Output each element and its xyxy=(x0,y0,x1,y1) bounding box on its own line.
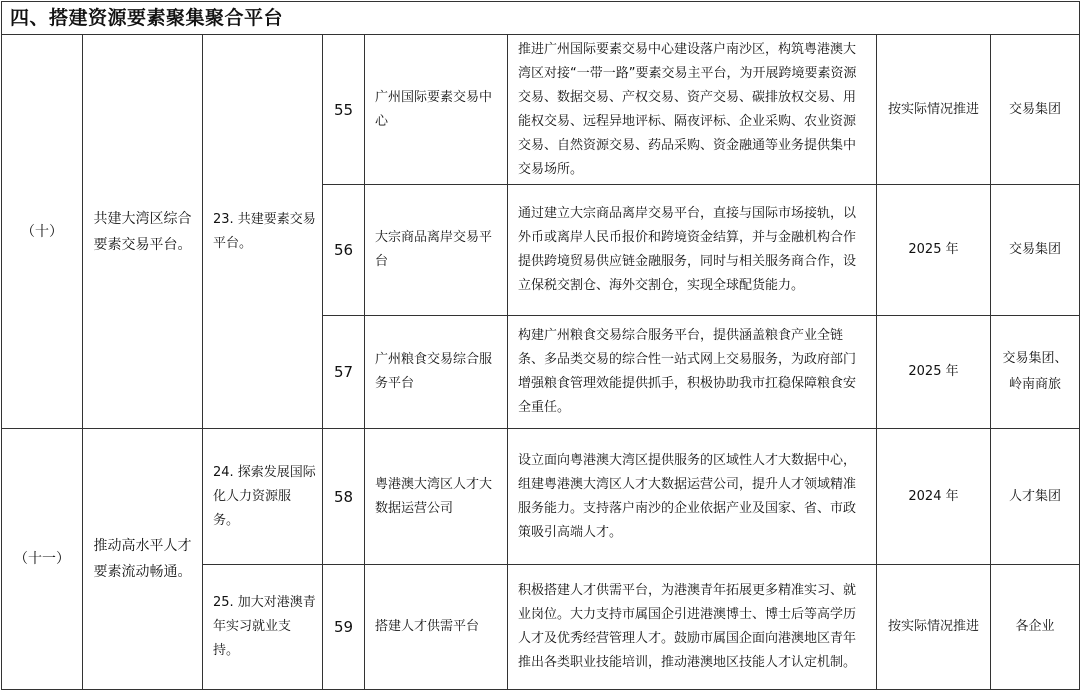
item-seq: 55 xyxy=(323,35,365,185)
section-title-row xyxy=(2,2,1080,35)
item-subcategory: 24. 探索发展国际化人力资源服务。 xyxy=(203,429,323,565)
item-unit: 交易集团 xyxy=(991,35,1080,185)
group-number: （十） xyxy=(2,35,83,429)
item-content: 推进广州国际要素交易中心建设落户南沙区，构筑粤港澳大湾区对接“一带一路”要素交易主平台，为开展跨境要素资源交易、数据交易、产权交易、资产交易、碳排放权交易、用能权交易、远程异地评标、隔夜评标、企业采购、农业资源交易、自然资源交易、药品采购、资金融通等业务提供集中交易场所。 xyxy=(508,35,877,185)
item-seq: 58 xyxy=(323,429,365,565)
item-name: 搭建人才供需平台 xyxy=(365,565,508,690)
item-content: 通过建立大宗商品离岸交易平台，直接与国际市场接轨，以外币或离岸人民币报价和跨境资金结算，并与金融机构合作提供跨境贸易供应链金融服务，同时与相关服务商合作，设立保税交割仓、海外交割仓，实现全球配货能力。 xyxy=(508,185,877,316)
table-row xyxy=(2,429,1080,565)
item-unit: 各企业 xyxy=(991,565,1080,690)
group-category: 共建大湾区综合要素交易平台。 xyxy=(83,35,203,429)
item-seq: 57 xyxy=(323,316,365,429)
item-timeline: 2024 年 xyxy=(877,429,991,565)
item-timeline: 按实际情况推进 xyxy=(877,565,991,690)
item-name: 广州国际要素交易中心 xyxy=(365,35,508,185)
item-content: 设立面向粤港澳大湾区提供服务的区域性人才大数据中心，组建粤港澳大湾区人才大数据运营公司，提升人才领域精准服务能力。支持落户南沙的企业依据产业及国家、省、市政策吸引高端人才。 xyxy=(508,429,877,565)
item-timeline: 2025 年 xyxy=(877,185,991,316)
item-seq: 56 xyxy=(323,185,365,316)
group-category: 推动高水平人才要素流动畅通。 xyxy=(83,429,203,690)
item-name: 广州粮食交易综合服务平台 xyxy=(365,316,508,429)
group-subcategory: 23. 共建要素交易平台。 xyxy=(203,35,323,429)
table-row xyxy=(2,35,1080,185)
section-title: 四、搭建资源要素聚集聚合平台 xyxy=(2,2,1080,35)
item-unit: 交易集团 xyxy=(991,185,1080,316)
group-number: （十一） xyxy=(2,429,83,690)
item-unit: 人才集团 xyxy=(991,429,1080,565)
item-unit: 交易集团、岭南商旅 xyxy=(991,316,1080,429)
item-name: 大宗商品离岸交易平台 xyxy=(365,185,508,316)
item-timeline: 2025 年 xyxy=(877,316,991,429)
project-table xyxy=(1,1,1080,690)
item-seq: 59 xyxy=(323,565,365,690)
item-timeline: 按实际情况推进 xyxy=(877,35,991,185)
item-name: 粤港澳大湾区人才大数据运营公司 xyxy=(365,429,508,565)
item-content: 构建广州粮食交易综合服务平台，提供涵盖粮食产业全链条、多品类交易的综合性一站式网上交易服务，为政府部门增强粮食管理效能提供抓手，积极协助我市扛稳保障粮食安全重任。 xyxy=(508,316,877,429)
item-subcategory: 25. 加大对港澳青年实习就业支持。 xyxy=(203,565,323,690)
document-page xyxy=(1,1,1079,698)
item-content: 积极搭建人才供需平台，为港澳青年拓展更多精准实习、就业岗位。大力支持市属国企引进港澳博士、博士后等高学历人才及优秀经营管理人才。鼓励市属国企面向港澳地区青年推出各类职业技能培训，推动港澳地区技能人才认定机制。 xyxy=(508,565,877,690)
